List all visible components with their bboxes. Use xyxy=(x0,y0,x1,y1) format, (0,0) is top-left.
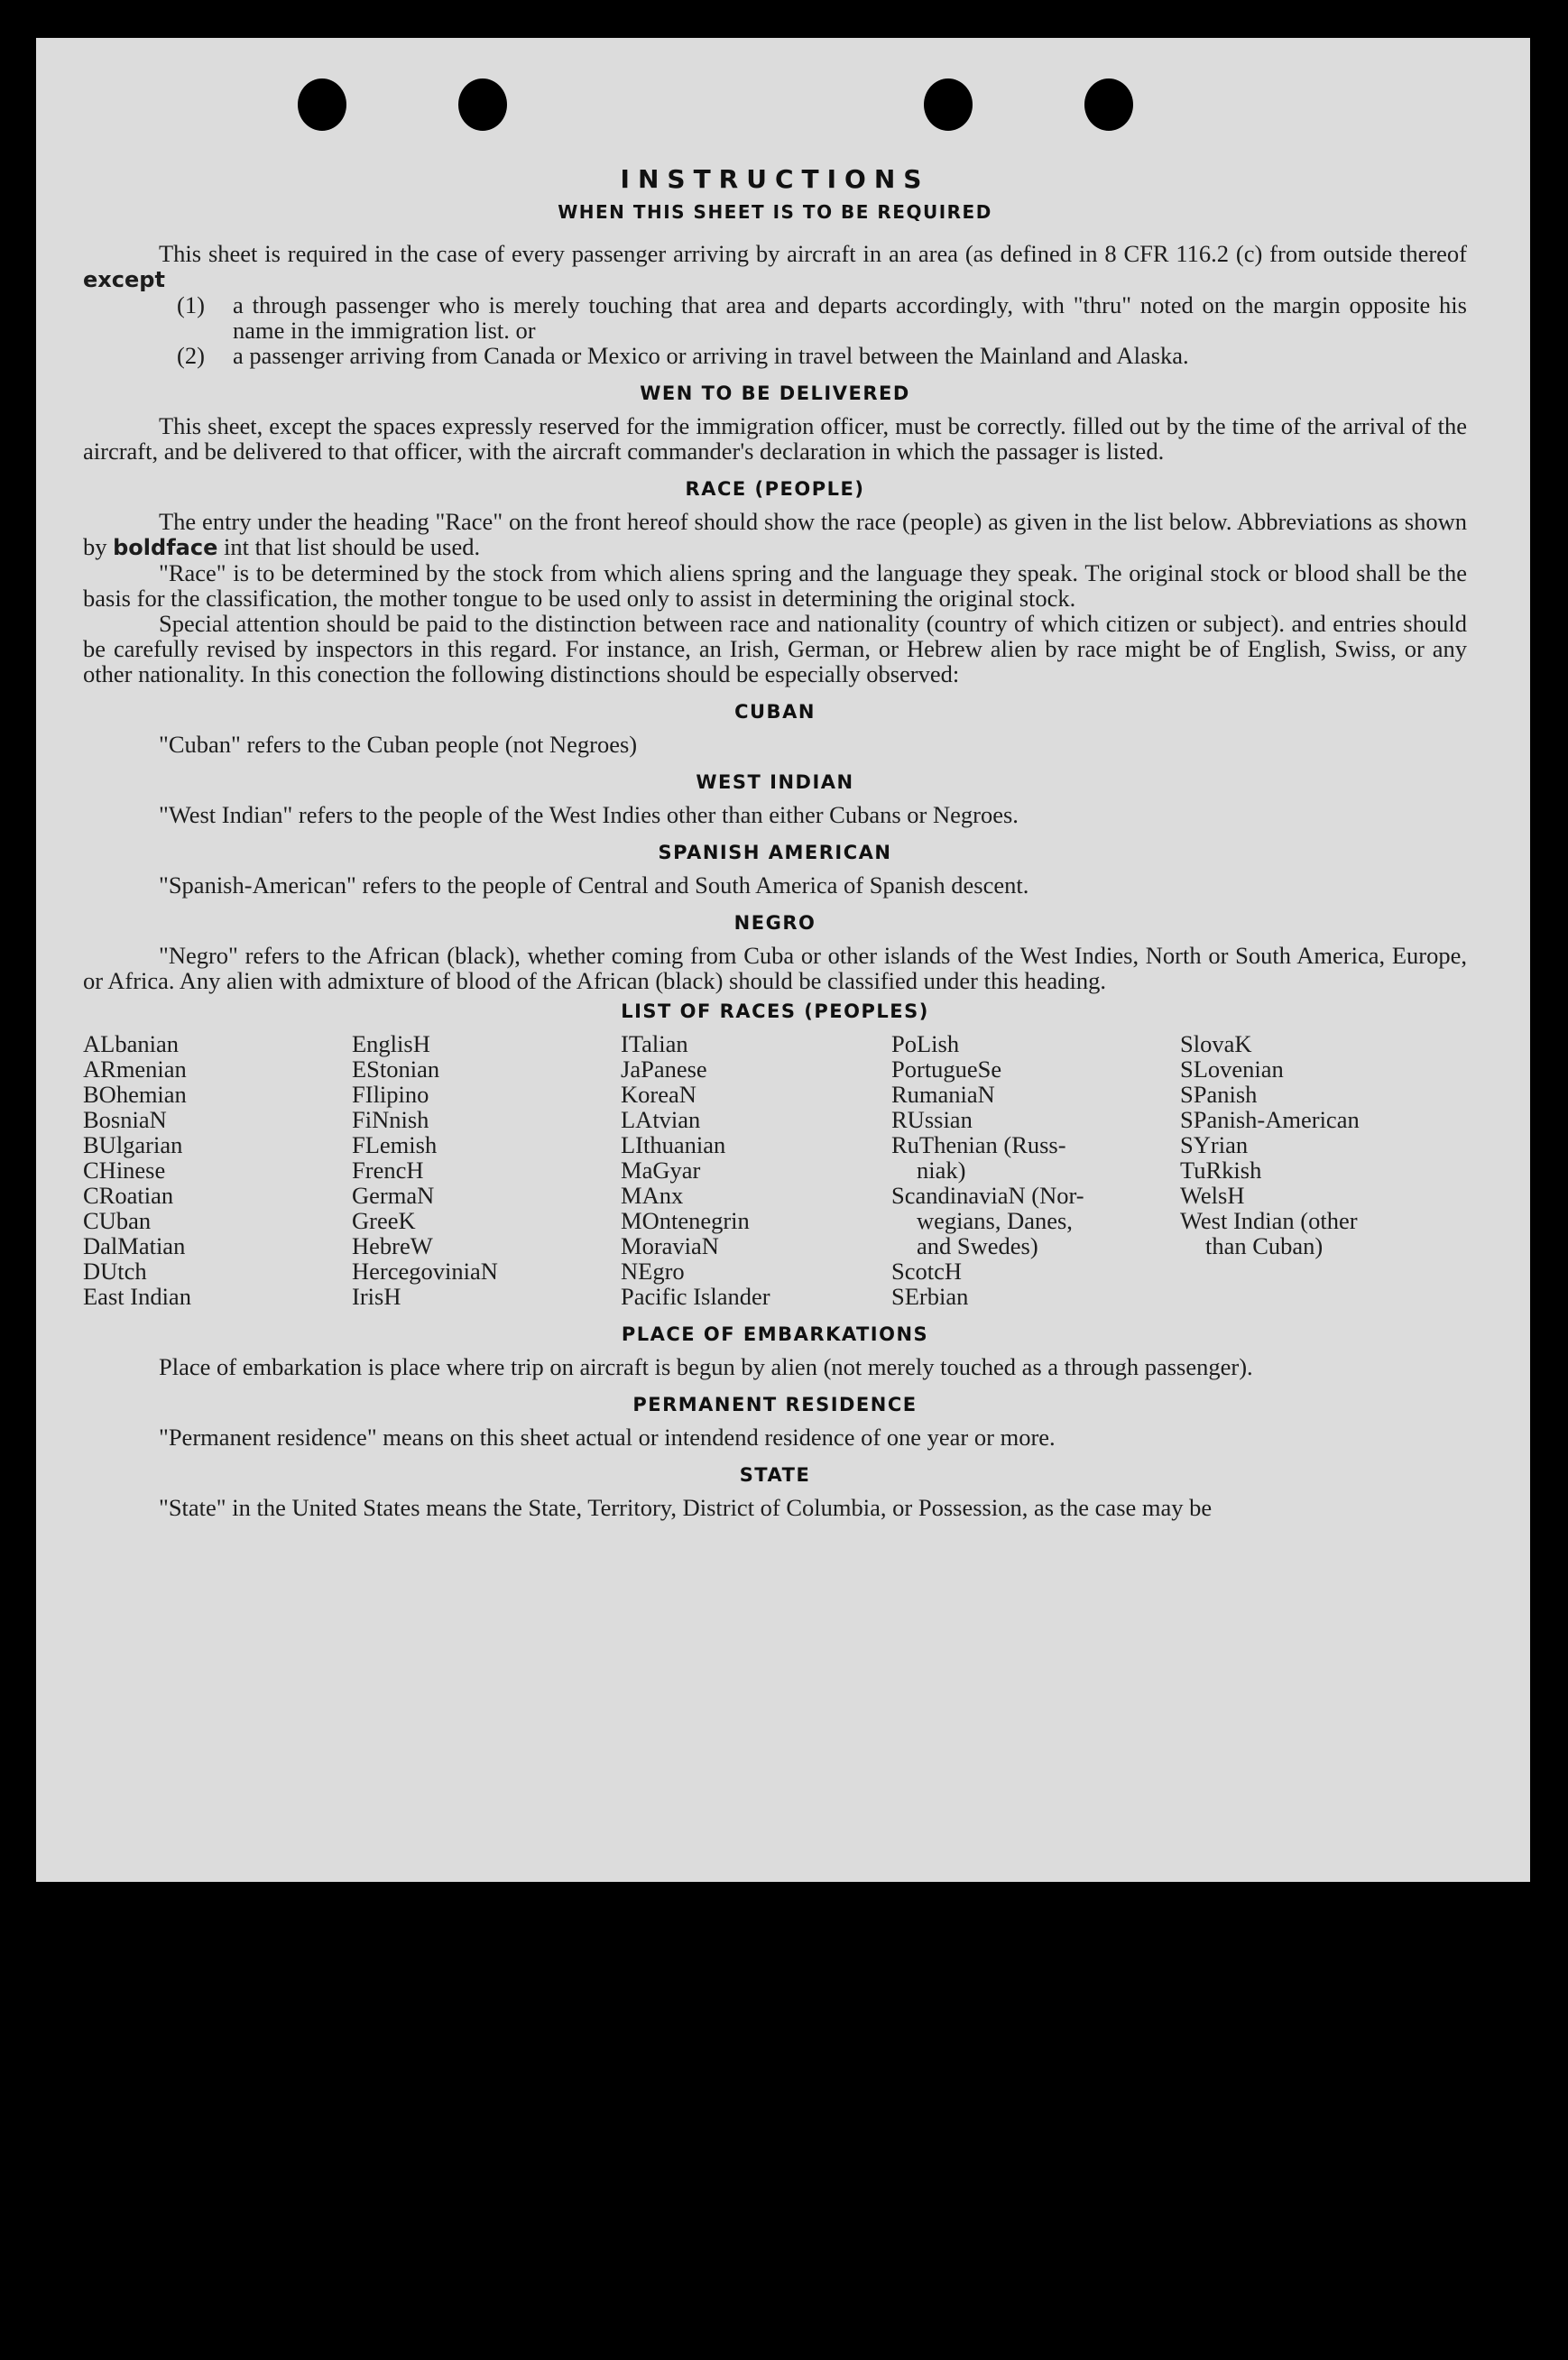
west-indian-paragraph: "West Indian" refers to the people of the West Indies other than either Cubans or Negroes. xyxy=(159,801,1019,828)
race-list-item: niak) xyxy=(917,1157,966,1184)
race-list-item: CRoatian xyxy=(83,1182,174,1209)
race-list-item: LIthuanian xyxy=(621,1131,726,1158)
race-list xyxy=(83,1031,1467,1309)
race-list-item: MoraviaN xyxy=(621,1232,719,1259)
race-list-item: LAtvian xyxy=(621,1106,701,1133)
race-list-item: HercegoviniaN xyxy=(352,1258,498,1285)
race-list-item: CUban xyxy=(83,1207,152,1234)
race-list-item: MAnx xyxy=(621,1182,684,1209)
race-list-item: ARmenian xyxy=(83,1056,187,1083)
race-list-item: JaPanese xyxy=(621,1056,707,1083)
race-list-item: PoLish xyxy=(891,1030,960,1057)
race-list-item: SlovaK xyxy=(1180,1030,1252,1057)
race-list-item: GermaN xyxy=(352,1182,435,1209)
race-list-item: SErbian xyxy=(891,1283,969,1310)
race-list-item: wegians, Danes, xyxy=(917,1207,1073,1234)
race-list-item: IrisH xyxy=(352,1283,401,1310)
cuban-paragraph: "Cuban" refers to the Cuban people (not Negroes) xyxy=(159,731,638,758)
state-paragraph: "State" in the United States means the State, Territory, District of Columbia, or Possession, as the case may be xyxy=(159,1494,1213,1521)
race-list-item: KoreaN xyxy=(621,1081,696,1108)
race-list-item: WelsH xyxy=(1180,1182,1245,1209)
section-heading-cuban: CUBAN xyxy=(734,701,816,723)
race-list-item: SPanish-American xyxy=(1180,1106,1360,1133)
race-list-item: TuRkish xyxy=(1180,1157,1262,1184)
embarkation-paragraph: Place of embarkation is place where trip on aircraft is begun by alien (not merely touched as a through passenger). xyxy=(159,1353,1253,1380)
race-list-item: RumaniaN xyxy=(891,1081,995,1108)
race-paragraph-3: Special attention should be paid to the distinction between race and nationality (country of which citizen or subject). and entries should be carefully revised by inspectors in this regard. For instance, an Irish, German, or Hebrew alien by race might be of English, Swiss, or any other nationality. In this conection the following distinctions should be especially observed: xyxy=(83,610,1467,687)
race-list-item: ITalian xyxy=(621,1030,688,1057)
race-list-item: DUtch xyxy=(83,1258,147,1285)
section-heading-residence: PERMANENT RESIDENCE xyxy=(632,1394,918,1415)
race-list-item: West Indian (other xyxy=(1180,1207,1358,1234)
punch-hole xyxy=(298,78,346,131)
race-list-item: BosniaN xyxy=(83,1106,167,1133)
exception-item: (1) a through passenger who is merely touching that area and departs accordingly, with "thru" noted on the margin opposite his name in the immigration list. or xyxy=(177,291,1467,344)
delivered-paragraph: This sheet, except the spaces expressly reserved for the immigration officer, must be correctly. filled out by the time of the arrival of the aircraft, and be delivered to that officer, with the aircraft commander's declaration in which the passager is listed. xyxy=(83,412,1467,465)
race-list-item: EStonian xyxy=(352,1056,440,1083)
section-heading-delivered: WEN TO BE DELIVERED xyxy=(640,383,910,404)
race-list-column-3 xyxy=(621,1031,891,1309)
race-list-column-2 xyxy=(352,1031,621,1309)
race-list-item: FrencH xyxy=(352,1157,424,1184)
race-list-item: PortugueSe xyxy=(891,1056,1002,1083)
race-list-item: FiNnish xyxy=(352,1106,429,1133)
race-list-item: DalMatian xyxy=(83,1232,186,1259)
punch-hole xyxy=(458,78,507,131)
except-keyword: except xyxy=(83,267,165,292)
race-list-item: BOhemian xyxy=(83,1081,187,1108)
residence-paragraph: "Permanent residence" means on this sheet actual or intendend residence of one year or more. xyxy=(159,1424,1056,1451)
punch-hole xyxy=(1084,78,1133,131)
race-list-item: SPanish xyxy=(1180,1081,1258,1108)
page-title: INSTRUCTIONS xyxy=(620,164,930,194)
exception-item: (2) a passenger arriving from Canada or Mexico or arriving in travel between the Mainland and Alaska. xyxy=(177,342,1189,369)
race-list-item: SYrian xyxy=(1180,1131,1249,1158)
race-list-item: East Indian xyxy=(83,1283,191,1310)
race-list-item: than Cuban) xyxy=(1205,1232,1324,1259)
race-list-column-5 xyxy=(1180,1031,1415,1309)
race-list-item: ALbanian xyxy=(83,1030,179,1057)
race-list-item: MOntenegrin xyxy=(621,1207,750,1234)
race-list-item: FIlipino xyxy=(352,1081,429,1108)
required-paragraph: This sheet is required in the case of every passenger arriving by aircraft in an area (as defined in 8 CFR 116.2 (c) from outside thereof except xyxy=(83,240,1467,292)
race-list-item: NEgro xyxy=(621,1258,685,1285)
race-list-item: ScotcH xyxy=(891,1258,963,1285)
spanish-american-paragraph: "Spanish-American" refers to the people of Central and South America of Spanish descent. xyxy=(159,871,1029,899)
section-heading-state: STATE xyxy=(739,1464,811,1486)
section-heading-embarkation: PLACE OF EMBARKATIONS xyxy=(621,1323,929,1345)
race-list-item: Pacific Islander xyxy=(621,1283,770,1310)
race-list-item: GreeK xyxy=(352,1207,416,1234)
punch-hole xyxy=(924,78,973,131)
boldface-keyword: boldface xyxy=(113,535,218,560)
section-heading-race-list: LIST OF RACES (PEOPLES) xyxy=(621,1000,929,1022)
section-heading-race: RACE (PEOPLE) xyxy=(685,478,865,500)
section-heading-west-indian: WEST INDIAN xyxy=(696,771,854,793)
race-paragraph-2: "Race" is to be determined by the stock from which aliens spring and the language they speak. The original stock or blood shall be the basis for the classification, the mother tongue to be used only to assist in determining the original stock. xyxy=(83,559,1467,612)
race-list-item: BUlgarian xyxy=(83,1131,183,1158)
race-list-item: RuThenian (Russ- xyxy=(891,1131,1066,1158)
race-list-item: HebreW xyxy=(352,1232,433,1259)
document-sheet xyxy=(36,38,1530,1882)
race-list-item: CHinese xyxy=(83,1157,166,1184)
race-list-item: SLovenian xyxy=(1180,1056,1284,1083)
race-list-item: ScandinaviaN (Nor- xyxy=(891,1182,1084,1209)
race-list-item: RUssian xyxy=(891,1106,973,1133)
race-list-column-1 xyxy=(83,1031,352,1309)
race-list-item: MaGyar xyxy=(621,1157,701,1184)
race-list-column-4 xyxy=(891,1031,1180,1309)
race-list-item: EnglisH xyxy=(352,1030,430,1057)
section-heading-negro: NEGRO xyxy=(733,912,816,934)
section-heading-required: WHEN THIS SHEET IS TO BE REQUIRED xyxy=(558,201,992,223)
race-list-item: and Swedes) xyxy=(917,1232,1038,1259)
race-list-item: FLemish xyxy=(352,1131,438,1158)
race-paragraph-1: The entry under the heading "Race" on the front hereof should show the race (people) as given in the list below. Abbreviations as shown by boldface int that list should be used. xyxy=(83,508,1467,560)
section-heading-spanish-american: SPANISH AMERICAN xyxy=(658,842,892,863)
negro-paragraph: "Negro" refers to the African (black), whether coming from Cuba or other islands of the West Indies, North or South America, Europe, or Africa. Any alien with admixture of blood of the African (black) should be classified under this heading. xyxy=(83,942,1467,994)
